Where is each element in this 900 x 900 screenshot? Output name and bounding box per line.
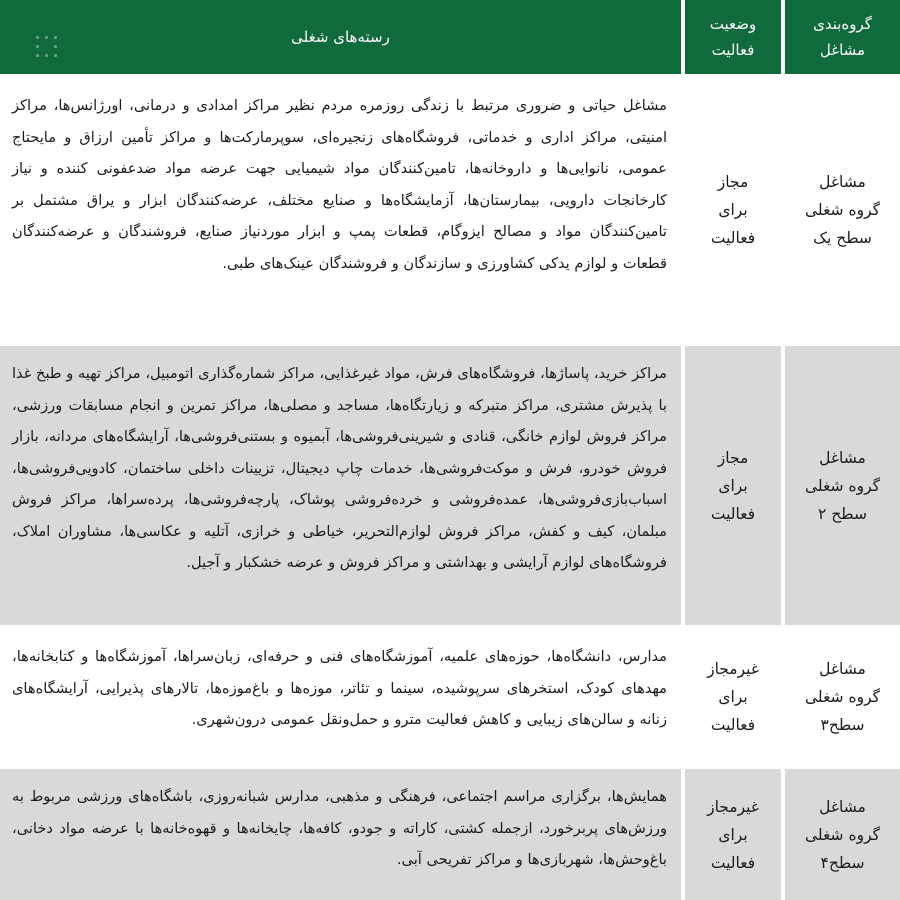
jobs-cell: مدارس، دانشگاه‌ها، حوزه‌های علمیه، آموزشگاه‌های فنی و حرفه‌ای، زبان‌سراها، آموزشگاه‌ها و کتابخانه‌ها، مهدهای کودک، استخرهای سرپوشیده، سینما و تئاتر، موزه‌ها و باغ‌موزه‌ها، تالارهای پذیرایی، آرایشگاه‌های زنانه و سالن‌های زیبایی و کاهش فعالیت مترو و حمل‌ونقل عمومی درون‌شهری. — [0, 629, 681, 765]
jobs-cell: مشاغل حیاتی و ضروری مرتبط با زندگی روزمره مردم نظیر مراکز امدادی و درمانی، اورژانس‌ها، مراکز امنیتی، مراکز اداری و خدماتی، فروشگاه‌های زنجیره‌ای، سوپرمارکت‌ها و مراکز تأمین ارزاق و مایحتاج عمومی، نانوایی‌ها و داروخانه‌ها، تامین‌کنندگان مواد شیمیایی جهت عرضه مواد ضدعفونی کننده و نیاز کارخانجات دارویی، بیمارستان‌ها، آزمایشگاه‌ها و صنایع مختلف، عرضه‌کنندگان ابزار و یراق مشتمل بر تامین‌کنندگان مواد و مصالح ایزوگام، قطعات پمپ و ابزار موردنیاز صنایع، فروشندگان و عرضه‌کنندگان قطعات و لوازم یدکی کشاورزی و سازندگان و فروشندگان عینک‌های طبی. — [0, 78, 681, 342]
header-group-column: گروه‌بندی مشاغل — [785, 0, 900, 74]
jobs-cell: مراکز خرید، پاساژها، فروشگاه‌های فرش، مواد غیرغذایی، مراکز شماره‌گذاری اتومبیل، مراکز تهیه و طبخ غذا با پذیرش مشتری، مراکز متبرکه و زیارتگاه‌ها، مساجد و مصلی‌ها، مراکز تمرین و انجام مسابقات ورزشی، مراکز فروش لوازم خانگی، قنادی و شیرینی‌فروشی‌ها، آبمیوه و بستنی‌فروشی‌ها، آرایشگاه‌های مردانه، بازار فروش خودرو، فرش و موکت‌فروشی‌ها، خدمات چاپ دیجیتال، تزیینات داخلی ساختمان، کادویی‌فروشی‌ها، اسباب‌بازی‌فروشی‌ها، عمده‌فروشی و خرده‌فروشی پوشاک، پارچه‌فروشی‌ها، پرده‌سراها، مراکز فروش مبلمان، کیف و کفش، مراکز فروش لوازم‌التحریر، خیاطی و خرازی، آتلیه و عکاسی‌ها، مشاوران املاک، فروشگاه‌های لوازم آرایشی و بهداشتی و مراکز فروش و عرضه خشکبار و آجیل. — [0, 346, 681, 625]
status-cell: مجاز برای فعالیت — [685, 78, 781, 342]
header-status-column: وضعیت فعالیت — [685, 0, 781, 74]
status-cell: غیرمجاز برای فعالیت — [685, 769, 781, 900]
table-row-level-3 — [0, 629, 900, 765]
table-header — [0, 0, 900, 74]
group-cell: مشاغل گروه شغلی سطح۳ — [785, 629, 900, 765]
jobs-cell: همایش‌ها، برگزاری مراسم اجتماعی، فرهنگی و مذهبی، مدارس شبانه‌روزی، باشگاه‌های ورزشی مربوط به ورزش‌های پربرخورد، ازجمله کشتی، کاراته و جودو، کافه‌ها، چایخانه‌ها و قهوه‌خانه‌ها با عرضه مواد دخانی، باغ‌وحش‌ها، شهربازی‌ها و مراکز تفریحی آبی. — [0, 769, 681, 900]
header-jobs-column — [0, 0, 681, 74]
status-cell: مجاز برای فعالیت — [685, 346, 781, 625]
header-jobs-label: رسته‌های شغلی — [291, 28, 390, 46]
table-row-level-4 — [0, 769, 900, 900]
group-cell: مشاغل گروه شغلی سطح ۲ — [785, 346, 900, 625]
group-cell: مشاغل گروه شغلی سطح۴ — [785, 769, 900, 900]
watermark-dots-icon — [36, 36, 66, 62]
table-row-level-1 — [0, 78, 900, 342]
table-row-level-2 — [0, 346, 900, 625]
group-cell: مشاغل گروه شغلی سطح یک — [785, 78, 900, 342]
status-cell: غیرمجاز برای فعالیت — [685, 629, 781, 765]
